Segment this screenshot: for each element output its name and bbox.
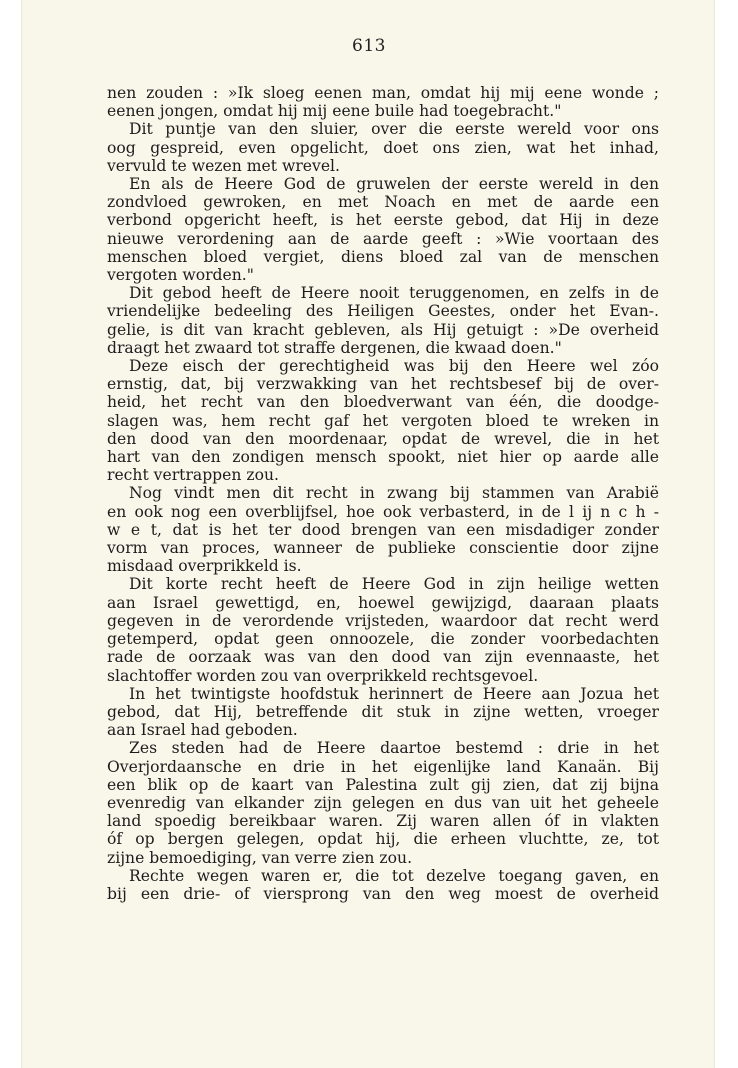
text-line: menschen bloed vergiet, diens bloed zal van de menschen xyxy=(107,247,659,266)
text-line: land spoedig bereikbaar waren. Zij waren allen óf in vlakten xyxy=(107,812,659,831)
text-line: oog gespreid, even opgelicht, doet ons zien, wat het inhad, xyxy=(107,138,659,157)
text-line: Nog vindt men dit recht in zwang bij stammen van Arabië xyxy=(129,484,659,503)
paragraph xyxy=(107,739,659,866)
text-line: vriendelijke bedeeling des Heiligen Geestes, onder het Evan-. xyxy=(107,302,659,321)
text-line: evenredig van elkander zijn gelegen en dus van uit het geheele xyxy=(107,793,659,812)
text-line: vergoten worden." xyxy=(107,266,254,285)
paragraph xyxy=(107,357,659,484)
paragraph xyxy=(107,120,659,175)
text-line: recht vertrappen zou. xyxy=(107,466,279,485)
paragraph xyxy=(107,484,659,575)
text-line: vorm van proces, wanneer de publieke conscientie door zijne xyxy=(107,539,659,558)
text-line: misdaad overprikkeld is. xyxy=(107,557,302,576)
text-line: gelie, is dit van kracht gebleven, als Hij getuigt : »De overheid xyxy=(107,320,659,339)
text-line: aan Israel had geboden. xyxy=(107,721,298,740)
text-line: w e t, dat is het ter dood brengen van een misdadiger zonder xyxy=(107,520,659,539)
text-line: rade de oorzaak was van den dood van zijn evennaaste, het xyxy=(107,648,659,667)
text-line: vervuld te wezen met wrevel. xyxy=(107,156,340,175)
text-line: aan Israel gewettigd, en, hoewel gewijzigd, daaraan plaats xyxy=(107,593,659,612)
paragraph xyxy=(107,84,659,120)
page-number: 613 xyxy=(352,36,386,56)
text-line: slachtoffer worden zou van overprikkeld rechtsgevoel. xyxy=(107,666,539,685)
text-line: gegeven in de verordende vrijsteden, waardoor dat recht werd xyxy=(107,611,659,630)
text-line: óf op bergen gelegen, opdat hij, die erheen vluchtte, ze, tot xyxy=(107,830,659,849)
text-line: verbond opgericht heeft, is het eerste gebod, dat Hij in deze xyxy=(107,211,659,230)
text-line: hart van den zondigen mensch spookt, niet hier op aarde alle xyxy=(107,448,659,467)
text-line: nen zouden : »Ik sloeg eenen man, omdat hij mij eene wonde ; xyxy=(107,84,659,102)
text-line: den dood van den moordenaar, opdat de wrevel, die in het xyxy=(107,429,659,448)
text-line: Zes steden had de Heere daartoe bestemd : drie in het xyxy=(129,739,659,758)
text-line: en ook nog een overblijfsel, hoe ook verbasterd, in de l ij n c h - xyxy=(107,502,659,521)
paragraph xyxy=(107,575,659,684)
text-line: slagen was, hem recht gaf het vergoten bloed te wreken in xyxy=(107,411,659,430)
text-line: nieuwe verordening aan de aarde geeft : »Wie voortaan des xyxy=(107,229,659,248)
text-line: Rechte wegen waren er, die tot dezelve toegang gaven, en xyxy=(129,866,659,885)
text-line: zondvloed gewroken, en met Noach en met de aarde een xyxy=(107,193,659,212)
text-line: Dit gebod heeft de Heere nooit teruggenomen, en zelfs in de xyxy=(129,284,659,303)
text-line: eenen jongen, omdat hij mij eene buile had toegebracht." xyxy=(107,102,562,121)
text-line: Dit korte recht heeft de Heere God in zijn heilige wetten xyxy=(129,575,659,594)
text-line: ernstig, dat, bij verzwakking van het rechtsbesef bij de over- xyxy=(107,375,659,394)
text-line: een blik op de kaart van Palestina zult gij zien, dat zij bijna xyxy=(107,775,659,794)
paragraph xyxy=(107,867,659,903)
text-line: Dit puntje van den sluier, over die eerste wereld voor ons xyxy=(129,120,659,139)
text-line: gebod, dat Hij, betreffende dit stuk in zijne wetten, vroeger xyxy=(107,702,659,721)
paragraph xyxy=(107,284,659,357)
paragraph xyxy=(107,685,659,740)
text-line: In het twintigste hoofdstuk herinnert de Heere aan Jozua het xyxy=(129,684,659,703)
text-line: zijne bemoediging, van verre zien zou. xyxy=(107,848,413,867)
text-line: draagt het zwaard tot straffe dergenen, die kwaad doen." xyxy=(107,338,562,357)
text-line: Deze eisch der gerechtigheid was bij den Heere wel zóo xyxy=(129,357,659,376)
body-text xyxy=(107,84,659,903)
text-line: bij een drie- of viersprong van den weg moest de overheid xyxy=(107,884,659,903)
text-line: heid, het recht van den bloedverwant van één, die doodge- xyxy=(107,393,659,412)
text-line: Overjordaansche en drie in het eigenlijke land Kanaän. Bij xyxy=(107,757,659,776)
text-line: getemperd, opdat geen onnoozele, die zonder voorbedachten xyxy=(107,630,659,649)
paragraph xyxy=(107,175,659,284)
text-line: En als de Heere God de gruwelen der eerste wereld in den xyxy=(129,175,659,194)
